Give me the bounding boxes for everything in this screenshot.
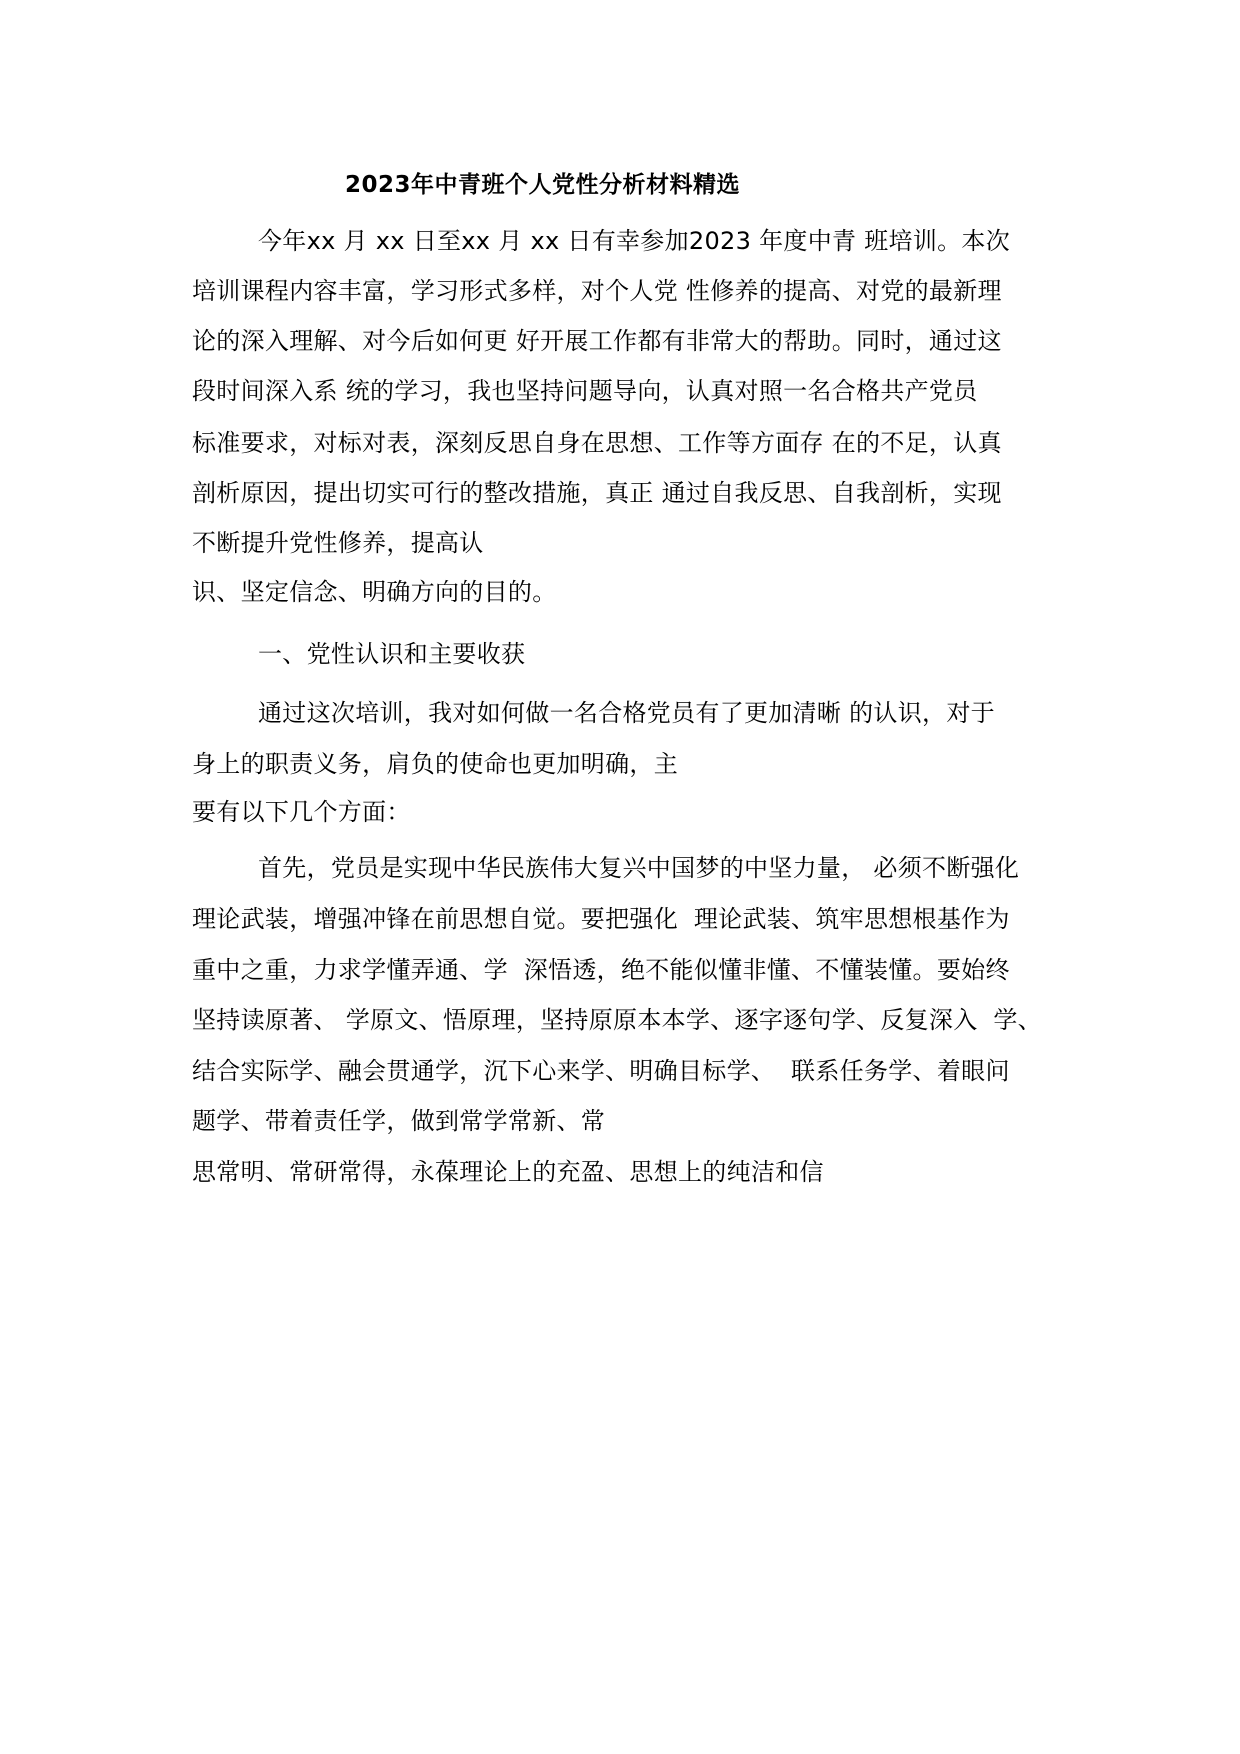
paragraph-line: 段时间深入系 统的学习，我也坚持问题导向，认真对照一名合格共产党员 xyxy=(192,377,978,405)
paragraph-line: 思常明、常研常得，永葆理论上的充盈、思想上的纯洁和信 xyxy=(192,1158,824,1186)
section-heading: 一、党性认识和主要收获 xyxy=(258,640,526,668)
paragraph-line: 识、坚定信念、明确方向的目的。 xyxy=(192,578,557,606)
paragraph-line: 培训课程内容丰富，学习形式多样，对个人党 性修养的提高、对党的最新理 xyxy=(192,277,1002,305)
paragraph-line: 论的深入理解、对今后如何更 好开展工作都有非常大的帮助。同时，通过这 xyxy=(192,327,1002,355)
paragraph-line: 首先，党员是实现中华民族伟大复兴中国梦的中坚力量， 必须不断强化 xyxy=(258,854,1020,882)
paragraph-line: 理论武装，增强冲锋在前思想自觉。要把强化 理论武装、筑牢思想根基作为 xyxy=(192,905,1010,933)
paragraph-line: 剖析原因，提出切实可行的整改措施，真正 通过自我反思、自我剖析，实现 xyxy=(192,479,1002,507)
paragraph-line: 要有以下几个方面： xyxy=(192,798,411,826)
paragraph-line: 不断提升党性修养，提高认 xyxy=(192,529,484,557)
paragraph-line: 通过这次培训，我对如何做一名合格党员有了更加清晰 的认识，对于 xyxy=(258,699,995,727)
paragraph-line: 坚持读原著、 学原文、悟原理，坚持原原本本学、逐字逐句学、反复深入 学、 xyxy=(192,1006,1042,1034)
paragraph-line: 结合实际学、融会贯通学，沉下心来学、明确目标学、 联系任务学、着眼问 xyxy=(192,1057,1010,1085)
paragraph-line: 今年xx 月 xx 日至xx 月 xx 日有幸参加2023 年度中青 班培训。本次 xyxy=(258,227,1011,255)
paragraph-line: 重中之重，力求学懂弄通、学 深悟透，绝不能似懂非懂、不懂装懂。要始终 xyxy=(192,956,1010,984)
paragraph-line: 标准要求，对标对表，深刻反思自身在思想、工作等方面存 在的不足，认真 xyxy=(192,429,1002,457)
paragraph-line: 题学、带着责任学，做到常学常新、常 xyxy=(192,1107,606,1135)
document-title: 2023年中青班个人党性分析材料精选 xyxy=(345,172,741,198)
paragraph-line: 身上的职责义务，肩负的使命也更加明确，主 xyxy=(192,750,678,778)
